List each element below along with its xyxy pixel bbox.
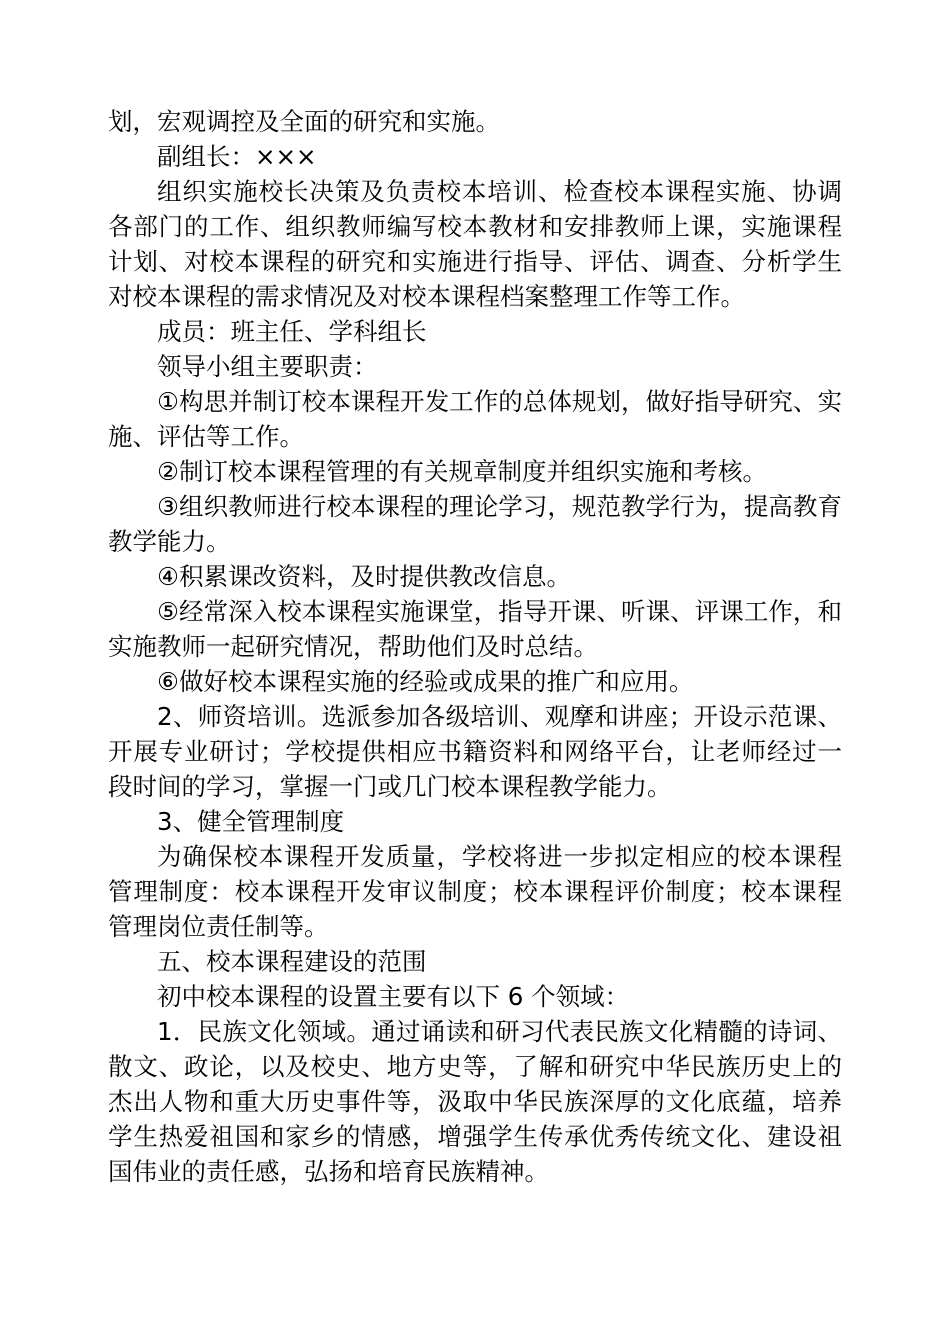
paragraph-7: ②制订校本课程管理的有关规章制度并组织实施和考核。 — [157, 457, 767, 486]
paragraph-3: 组织实施校长决策及负责校本培训、检查校本课程实施、协调各部门的工作、组织教师编写校本教材和安排教师上课，实施课程计划、对校本课程的研究和实施进行指导、评估、调查、分析学生对校本课程的需求情况及对校本课程档案整理工作等工作。 — [108, 177, 842, 311]
paragraph-11: ⑥做好校本课程实施的经验或成果的推广和应用。 — [157, 667, 694, 696]
paragraph-12: 2、师资培训。选派参加各级培训、观摩和讲座；开设示范课、开展专业研讨；学校提供相应书籍资料和网络平台，让老师经过一段时间的学习，掌握一门或几门校本课程教学能力。 — [108, 702, 842, 801]
paragraph-9: ④积累课改资料，及时提供教改信息。 — [157, 562, 571, 591]
paragraph-10: ⑤经常深入校本课程实施课堂，指导开课、听课、评课工作，和实施教师一起研究情况，帮助他们及时总结。 — [108, 597, 842, 661]
paragraph-1: 划，宏观调控及全面的研究和实施。 — [108, 107, 500, 136]
paragraph-2: 副组长：××× — [157, 142, 317, 171]
paragraph-16: 初中校本课程的设置主要有以下 6 个领域： — [157, 982, 630, 1011]
paragraph-14: 为确保校本课程开发质量，学校将进一步拟定相应的校本课程管理制度：校本课程开发审议制度；校本课程评价制度；校本课程管理岗位责任制等。 — [108, 842, 842, 941]
paragraph-13: 3、健全管理制度 — [157, 807, 345, 836]
paragraph-5: 领导小组主要职责： — [157, 352, 378, 381]
paragraph-15: 五、校本课程建设的范围 — [157, 947, 427, 976]
document-page — [108, 104, 842, 1189]
paragraph-17: 1．民族文化领域。通过诵读和研习代表民族文化精髓的诗词、散文、政论，以及校史、地方史等，了解和研究中华民族历史上的杰出人物和重大历史事件等，汲取中华民族深厚的文化底蕴，培养学生热爱祖国和家乡的情感，增强学生传承优秀传统文化、建设祖国伟业的责任感，弘扬和培育民族精神。 — [108, 1017, 842, 1186]
paragraph-8: ③组织教师进行校本课程的理论学习，规范教学行为，提高教育教学能力。 — [108, 492, 842, 556]
paragraph-6: ①构思并制订校本课程开发工作的总体规划，做好指导研究、实施、评估等工作。 — [108, 387, 842, 451]
paragraph-4: 成员：班主任、学科组长 — [157, 317, 427, 346]
